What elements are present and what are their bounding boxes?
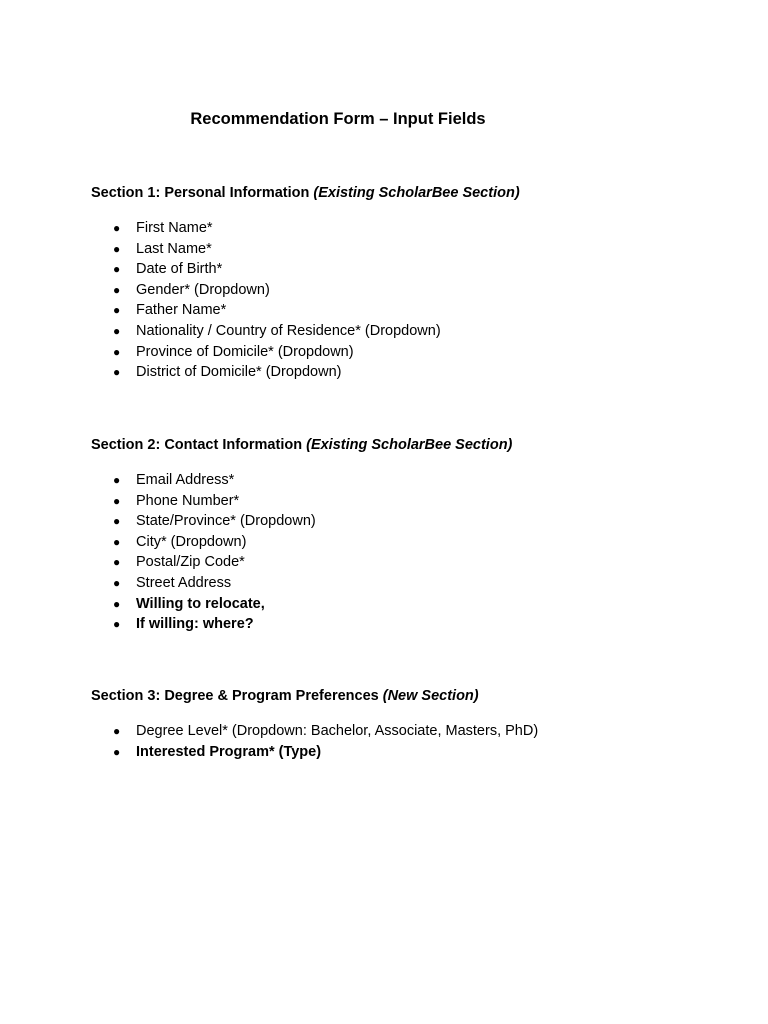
field-label: Province of Domicile* (Dropdown): [136, 343, 354, 360]
section-heading-note: (Existing ScholarBee Section): [306, 437, 513, 453]
bullet-icon: ●: [113, 744, 121, 759]
bullet-icon: ●: [113, 555, 121, 570]
bullet-icon: ●: [113, 596, 121, 611]
bullet-icon: ●: [113, 323, 121, 338]
field-label: Last Name*: [136, 240, 212, 257]
field-label: Street Address: [136, 574, 232, 591]
field-label: Willing to relocate,: [136, 595, 265, 612]
document-title: Recommendation Form – Input Fields: [190, 110, 486, 128]
section-contact-information: [91, 435, 731, 635]
field-item-state-province: [91, 511, 731, 532]
field-item-phone-number: [91, 491, 731, 512]
section-personal-information: [91, 183, 731, 383]
field-item-province-of-domicile: [91, 342, 731, 363]
field-label: Gender* (Dropdown): [136, 281, 270, 298]
field-item-gender: [91, 280, 731, 301]
bullet-icon: ●: [113, 473, 121, 487]
field-label: Father Name*: [136, 302, 227, 319]
section-heading: [91, 686, 731, 706]
field-label: If willing: where?: [136, 616, 254, 633]
bullet-icon: ●: [113, 344, 121, 359]
bullet-icon: ●: [113, 514, 121, 529]
field-label: Interested Program* (Type): [136, 743, 322, 760]
field-item-degree-level: [91, 721, 731, 742]
field-item-city: [91, 532, 731, 553]
field-item-postal-zip-code: [91, 552, 731, 573]
field-item-willing-to-relocate: [91, 594, 731, 615]
section-degree-program-preferences: [91, 686, 731, 762]
field-item-email-address: [91, 470, 731, 491]
bullet-icon: ●: [113, 365, 121, 380]
section-heading-title: Section 3: Degree & Program Preferences: [91, 688, 379, 704]
bullet-icon: ●: [113, 282, 121, 297]
field-label: Email Address*: [136, 472, 235, 488]
field-item-relocation-where: [91, 614, 731, 635]
field-item-nationality: [91, 321, 731, 342]
bullet-icon: ●: [113, 262, 121, 277]
field-item-street-address: [91, 573, 731, 594]
field-label: First Name*: [136, 220, 213, 236]
bullet-icon: ●: [113, 534, 121, 549]
field-list: [91, 470, 731, 635]
field-label: Postal/Zip Code*: [136, 554, 245, 571]
bullet-icon: ●: [113, 575, 121, 590]
field-item-last-name: [91, 239, 731, 260]
field-item-district-of-domicile: [91, 362, 731, 383]
bullet-icon: ●: [113, 303, 121, 318]
field-item-date-of-birth: [91, 259, 731, 280]
field-item-first-name: [91, 218, 731, 239]
field-label: Date of Birth*: [136, 261, 223, 278]
bullet-icon: ●: [113, 221, 121, 235]
field-label: Nationality / Country of Residence* (Dropdown): [136, 322, 441, 339]
field-list: [91, 218, 731, 383]
field-item-interested-program: [91, 742, 731, 763]
bullet-icon: ●: [113, 724, 121, 738]
section-heading-note: (Existing ScholarBee Section): [313, 185, 520, 201]
section-heading: [91, 435, 731, 455]
bullet-icon: ●: [113, 241, 121, 256]
field-item-father-name: [91, 300, 731, 321]
bullet-icon: ●: [113, 617, 121, 632]
bullet-icon: ●: [113, 493, 121, 508]
field-label: City* (Dropdown): [136, 533, 247, 550]
field-label: Degree Level* (Dropdown: Bachelor, Associate, Masters, PhD): [136, 723, 539, 739]
field-list: [91, 721, 731, 762]
section-heading-note: (New Section): [382, 688, 479, 704]
section-heading-title: Section 2: Contact Information: [91, 437, 303, 453]
field-label: Phone Number*: [136, 492, 240, 509]
field-label: State/Province* (Dropdown): [136, 513, 316, 530]
section-heading: [91, 183, 731, 203]
field-label: District of Domicile* (Dropdown): [136, 364, 342, 381]
section-heading-title: Section 1: Personal Information: [91, 185, 310, 201]
